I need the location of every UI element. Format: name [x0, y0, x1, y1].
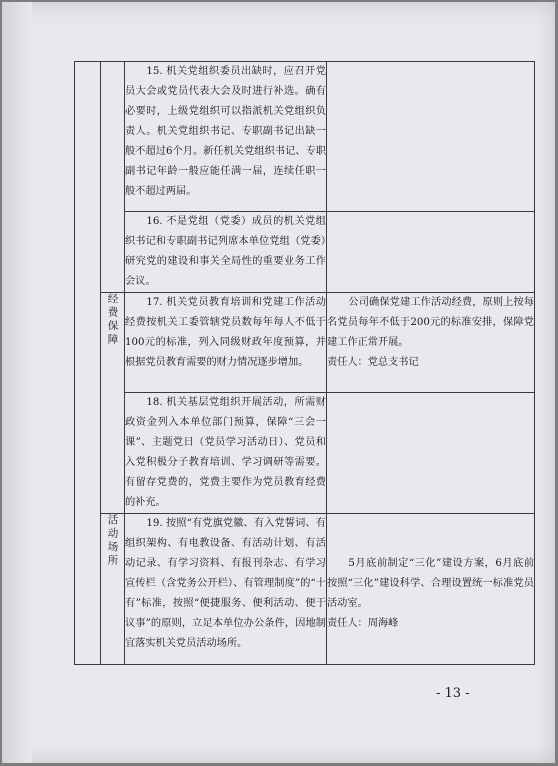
section-label-cell — [101, 514, 125, 665]
standard-item-16: 16. 不是党组（党委）成员的机关党组织书记和专职副书记列席本单位党组（党委）研究党的建设和事关全局性的重要业务工作会议。 — [125, 216, 326, 287]
measure-cell — [327, 514, 535, 665]
standard-cell — [125, 62, 327, 212]
responsible-person: 责任人：周海峰 — [327, 618, 399, 629]
standard-cell — [125, 212, 327, 293]
page-number: - 13 - — [436, 686, 470, 701]
table-row — [75, 514, 535, 665]
measure-cell — [327, 393, 535, 514]
measure-cell — [327, 293, 535, 393]
table-row — [75, 293, 535, 393]
section-label-cell — [101, 293, 125, 514]
measure-text: 5月底前制定“三化”建设方案，6月底前按照“三化”建设科学、合理设置统一标准党员活动室。 — [327, 558, 534, 609]
document-page — [2, 2, 555, 763]
measure-text: 公司确保党建工作活动经费，原则上按每名党员每年不低于200元的标准安排，保障党建工作正常开展。 — [327, 297, 534, 348]
standard-item-19: 19. 按照“有党旗党徽、有入党誓词、有组织架构、有电教设备、有活动计划、有活动记录、有学习资料、有报刊杂志、有学习宣传栏（含党务公开栏）、有管理制度”的“十有”标准，按照“便捷服务、便利活动、便于议事”的原则，立足本单位办公条件，因地制宜落实机关党员活动场所。 — [125, 518, 326, 649]
section-label-venue: 活动场所 — [106, 514, 119, 568]
standard-item-15: 15. 机关党组织委员出缺时，应召开党员大会或党员代表大会及时进行补选。确有必要时，上级党组织可以指派机关党组织负责人。机关党组织书记、专职副书记出缺一般不超过6个月。新任机关党组织书记、专职副书记年龄一般应能任满一届，连续任职一般不超过两届。 — [125, 66, 326, 197]
table-row — [75, 62, 535, 212]
standard-cell — [125, 393, 327, 514]
standard-item-17: 17. 机关党员教育培训和党建工作活动经费按机关工委管辖党员数每年每人不低于100元的标准，列入同级财政年度预算，并根据党员教育需要的财力情况逐步增加。 — [125, 297, 326, 368]
page-fold-shadow — [2, 2, 32, 763]
measure-cell — [327, 62, 535, 212]
responsible-person: 责任人：党总支书记 — [327, 357, 419, 368]
standard-cell — [125, 293, 327, 393]
standard-item-18: 18. 机关基层党组织开展活动，所需财政资金列入本单位部门预算，保障“三会一课”、主题党日（党员学习活动日）、党员和入党积极分子教育培训、学习调研等需要。有留存党费的，党费主要作为党员教育经费的补充。 — [125, 397, 326, 508]
category-cell — [75, 62, 101, 665]
standards-table — [74, 61, 535, 665]
measure-cell — [327, 212, 535, 293]
section-label-funding: 经费保障 — [106, 293, 119, 347]
table-row — [75, 212, 535, 293]
table-row — [75, 393, 535, 514]
section-label-cell — [101, 62, 125, 293]
standard-cell — [125, 514, 327, 665]
